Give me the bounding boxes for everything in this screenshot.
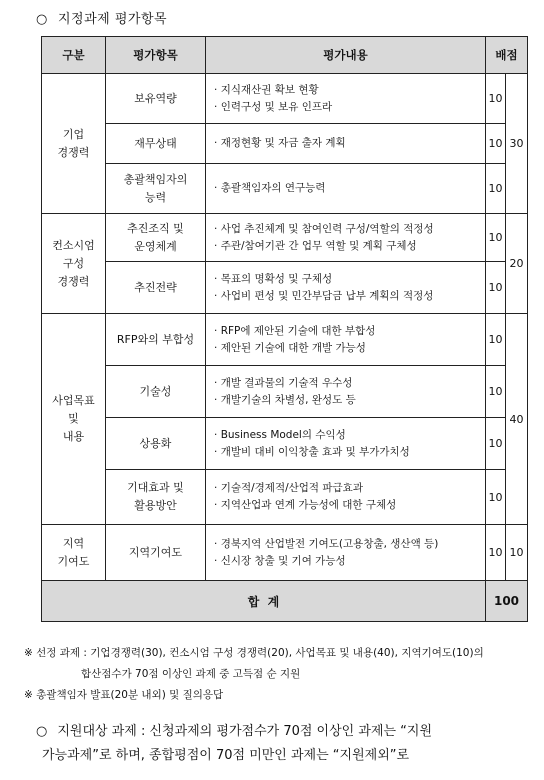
content-line: · 인력구성 및 보유 인프라	[214, 99, 485, 116]
points-cell: 10	[486, 314, 506, 366]
table-row	[42, 314, 528, 366]
category-cell: 지역 기여도	[42, 525, 106, 581]
group-total-cell: 10	[506, 525, 528, 581]
group-total-cell: 40	[506, 314, 528, 525]
content-line: · 사업 추진체계 및 참여인력 구성/역할의 적정성	[214, 221, 485, 238]
content-cell	[206, 214, 486, 262]
content-line: · Business Model의 수익성	[214, 427, 485, 444]
total-row	[42, 581, 528, 622]
support-target-paragraph	[36, 720, 536, 768]
content-line: · 신시장 창출 및 기여 가능성	[214, 553, 485, 570]
header-category: 구분	[42, 37, 106, 74]
points-cell: 10	[486, 366, 506, 418]
circle-bullet-icon: ○	[36, 724, 48, 739]
content-line: · 개발기술의 차별성, 완성도 등	[214, 392, 485, 409]
table-row	[42, 164, 528, 214]
table-header-row	[42, 37, 528, 74]
header-content: 평가내용	[206, 37, 486, 74]
table-row	[42, 74, 528, 124]
note-presentation	[24, 685, 484, 706]
points-cell: 10	[486, 124, 506, 164]
content-line: · 경북지역 산업발전 기여도(고용창출, 생산액 등)	[214, 536, 485, 553]
item-cell: 상용화	[106, 418, 206, 470]
table-row	[42, 470, 528, 525]
note-mark-icon: ※	[24, 647, 33, 659]
support-target-text1: 지원대상 과제 : 신청과제의 평가점수가 70점 이상인 과제는 “지원	[57, 724, 433, 739]
table-row	[42, 262, 528, 314]
item-cell: 총괄책임자의 능력	[106, 164, 206, 214]
total-label: 합 계	[42, 581, 486, 622]
item-cell: RFP와의 부합성	[106, 314, 206, 366]
content-cell	[206, 366, 486, 418]
content-cell	[206, 74, 486, 124]
note-selection	[24, 643, 484, 664]
category-cell: 사업목표 및 내용	[42, 314, 106, 525]
content-line: · 제안된 기술에 대한 개발 가능성	[214, 340, 485, 357]
notes	[24, 643, 484, 706]
item-cell: 보유역량	[106, 74, 206, 124]
header-score: 배점	[486, 37, 528, 74]
content-line: · 기술적/경제적/산업적 파급효과	[214, 480, 485, 497]
support-target-line2: 가능과제”로 하며, 종합평점이 70점 미만인 과제는 “지원제외”로	[42, 748, 410, 763]
table-body	[42, 74, 528, 622]
points-cell: 10	[486, 214, 506, 262]
points-cell: 10	[486, 418, 506, 470]
table-row	[42, 124, 528, 164]
content-line: · 지역산업과 연계 가능성에 대한 구체성	[214, 497, 485, 514]
content-cell	[206, 470, 486, 525]
group-total-cell: 30	[506, 74, 528, 214]
points-cell: 10	[486, 470, 506, 525]
item-cell: 추진전략	[106, 262, 206, 314]
section-heading-text: 지정과제 평가항목	[58, 12, 168, 27]
table-row	[42, 214, 528, 262]
header-item: 평가항목	[106, 37, 206, 74]
content-line: · RFP에 제안된 기술에 대한 부합성	[214, 323, 485, 340]
total-value: 100	[486, 581, 528, 622]
category-cell: 컨소시엄 구성 경쟁력	[42, 214, 106, 314]
content-cell	[206, 164, 486, 214]
content-line: · 총괄책임자의 연구능력	[214, 180, 485, 197]
points-cell: 10	[486, 262, 506, 314]
points-cell: 10	[486, 74, 506, 124]
content-cell	[206, 262, 486, 314]
item-cell: 기대효과 및 활용방안	[106, 470, 206, 525]
note-presentation-text: 총괄책임자 발표(20분 내외) 및 질의응답	[36, 689, 224, 701]
item-cell: 재무상태	[106, 124, 206, 164]
points-cell: 10	[486, 164, 506, 214]
content-line: · 개발 결과물의 기술적 우수성	[214, 375, 485, 392]
table-row	[42, 525, 528, 581]
content-cell	[206, 418, 486, 470]
item-cell: 추진조직 및 운영체계	[106, 214, 206, 262]
category-cell: 기업 경쟁력	[42, 74, 106, 214]
item-cell: 지역기여도	[106, 525, 206, 581]
item-cell: 기술성	[106, 366, 206, 418]
content-line: · 사업비 편성 및 민간부담금 납부 계획의 적정성	[214, 288, 485, 305]
content-cell	[206, 124, 486, 164]
note-selection-line2: 합산점수가 70점 이상인 과제 중 고득점 순 지원	[81, 668, 301, 680]
table-row	[42, 418, 528, 470]
circle-bullet-icon: ○	[36, 12, 48, 27]
evaluation-table	[41, 36, 528, 622]
note-mark-icon: ※	[24, 689, 33, 701]
table-row	[42, 366, 528, 418]
content-cell	[206, 525, 486, 581]
support-target-line1	[36, 720, 536, 744]
group-total-cell: 20	[506, 214, 528, 314]
note-selection-line1: 선정 과제 : 기업경쟁력(30), 컨소시엄 구성 경쟁력(20), 사업목표 및 내용(40), 지역기여도(10)의	[36, 647, 484, 659]
points-cell: 10	[486, 525, 506, 581]
content-cell	[206, 314, 486, 366]
content-line: · 재정현황 및 자금 출자 계획	[214, 135, 485, 152]
section-heading	[36, 8, 167, 27]
content-line: · 목표의 명확성 및 구체성	[214, 271, 485, 288]
content-line: · 개발비 대비 이익창출 효과 및 부가가치성	[214, 444, 485, 461]
content-line: · 주관/참여기관 간 업무 역할 및 계획 구체성	[214, 238, 485, 255]
content-line: · 지식재산권 확보 현황	[214, 82, 485, 99]
